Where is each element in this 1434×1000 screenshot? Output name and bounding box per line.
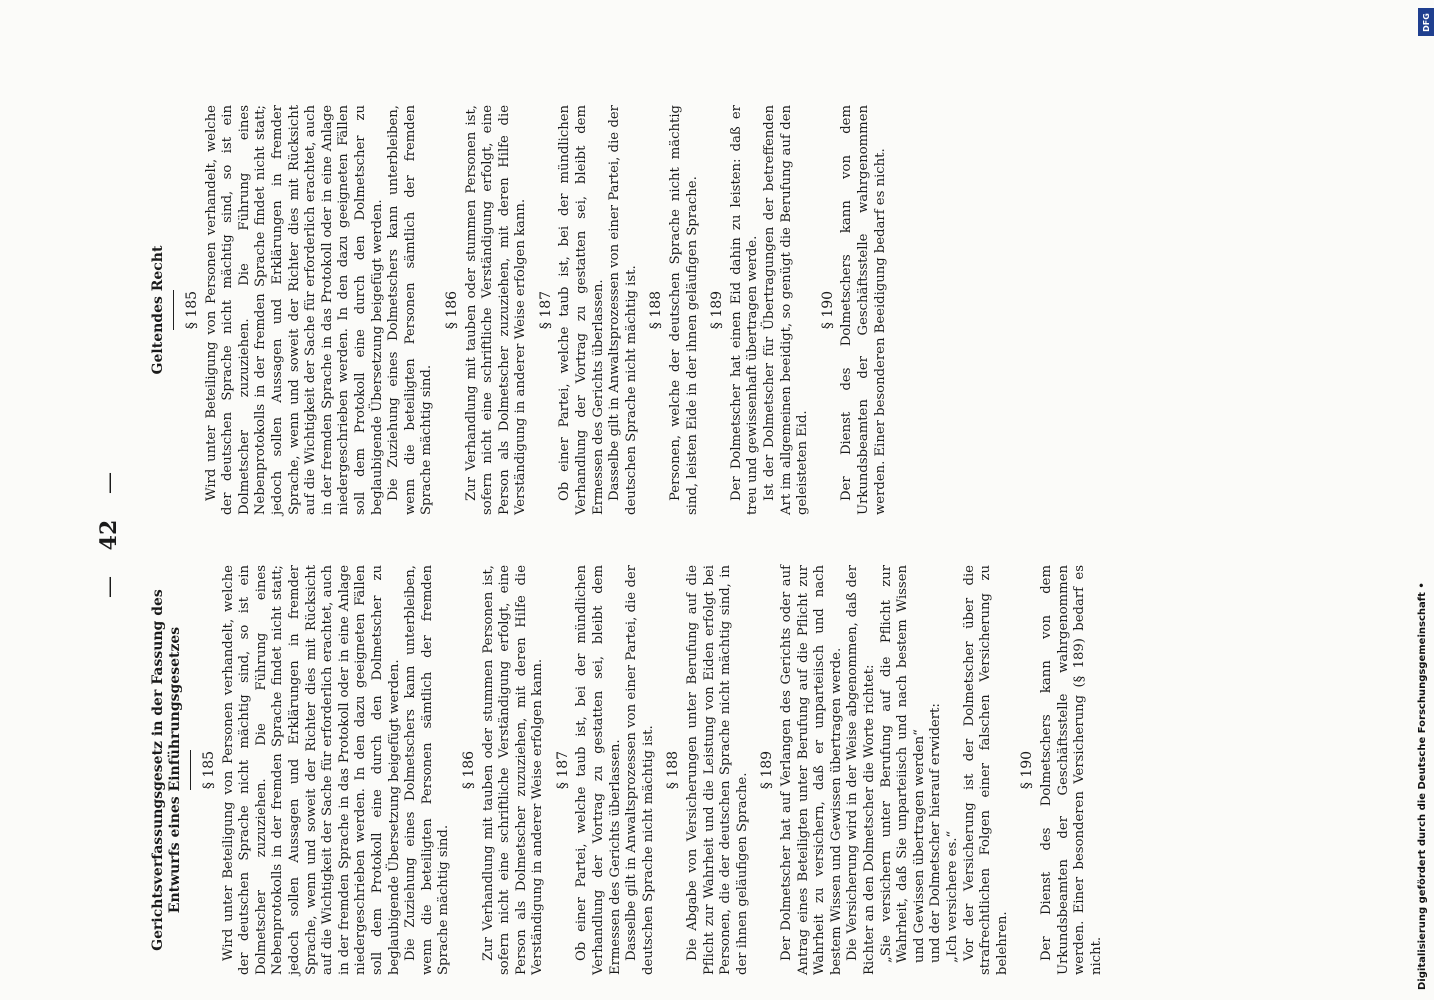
section-body [464, 105, 530, 515]
section-heading: § 186 [460, 750, 477, 790]
paragraph: Ist der Dolmetscher für Übertragungen der betreffenden Art im allgemeinen beeidigt, so genügt die Berufung auf den geleisteten Eid. [762, 105, 811, 515]
paragraph: Die Versicherung wird in der Weise abgenommen, daß der Richter an den Dolmetscher die Worte richtet: [845, 565, 877, 975]
section-heading: § 190 [819, 290, 836, 330]
section-body [574, 565, 657, 975]
paragraph: Dasselbe gilt in Anwaltsprozessen von einer Partei, die der deutschen Sprache nicht mächtig ist. [607, 105, 639, 515]
paragraph: Zur Verhandlung mit tauben oder stummen Personen ist, sofern nicht eine schriftliche Verständigung erfolgt, eine Person als Dolmetscher zuzuziehen, mit deren Hilfe die Verständigung in anderer Weise erfolgen kann. [463, 105, 529, 515]
paragraph: Dasselbe gilt in Anwaltsprozessen von einer Partei, die der deutschen Sprache nicht mächtig ist. [624, 565, 656, 975]
section-body [557, 105, 640, 515]
paragraph: „Ich versichere es.“ [944, 830, 960, 963]
right-column [150, 105, 891, 515]
left-sections [201, 565, 1105, 975]
section-heading: § 185 [184, 290, 200, 330]
section-body [839, 105, 889, 515]
paragraph: Wird unter Beteiligung von Personen verhandelt, welche der deutschen Sprache nicht mächtig sind, so ist ein Dolmetscher zuzuziehen. Die Führung eines Nebenprotokolls in der fremden Sprache findet nicht statt; jedoch sollen Aussagen und Erklärungen in fremder Sprache, wenn und soweit der Richter dies mit Rücksicht auf die Wichtigkeit der Sache für erforderlich erachtet, auch in der fremden Sprache in das Protokoll oder in eine Anlage niedergeschrieben werden. In den dazu geeigneten Fällen soll dem Protokoll eine durch den Dolmetscher zu beglaubigende Übersetzung beigefügt werden. [220, 565, 402, 975]
section-body [779, 565, 1011, 975]
section-body [481, 565, 547, 975]
section-heading: § 190 [1019, 750, 1036, 790]
page-dash-left: — [97, 575, 122, 598]
paragraph: „Sie versichern unter Berufung auf die Pflicht zur Wahrheit, daß Sie unparteiisch und nach bestem Wissen und Gewissen übertragen werden“ [878, 565, 927, 963]
paragraph: Ob einer Partei, welche taub ist, bei der mündlichen Verhandlung der Vortrag zu gestatten sei, bleibt dem Ermessen des Gerichts überlassen. [557, 105, 606, 515]
page-number: 42 [96, 519, 122, 551]
section-body [1039, 565, 1105, 975]
rotated-page-content [92, 85, 1104, 985]
section-body [204, 105, 436, 515]
paragraph: Der Dolmetscher hat einen Eid dahin zu leisten: daß er treu und gewissenhaft übertragen werde. [728, 105, 761, 515]
section-heading: § 186 [443, 290, 460, 330]
section-heading: § 189 [759, 750, 776, 790]
paragraph: Die Zuziehung eines Dolmetschers kann unterbleiben, wenn die beteiligten Personen sämtlich der fremden Sprache mächtig sind. [386, 105, 435, 515]
paragraph: Ob einer Partei, welche taub ist, bei der mündlichen Verhandlung der Vortrag zu gestatten sei, bleibt dem Ermessen des Gerichts überlassen. [574, 565, 623, 975]
section-body [729, 105, 812, 515]
dfg-logo: DFG [1418, 8, 1434, 36]
left-column-title: Gerichtsverfassungsgesetz in der Fassung des Entwurfs eines Einführungsgesetzes [150, 589, 183, 951]
paragraph: Die Abgabe von Versicherungen unter Berufung auf die Pflicht zur Wahrheit und die Leistung von Eiden erfolgt bei Personen, die der deutschen Sprache nicht mächtig sind, in der ihnen geläufigen Sprache. [685, 565, 750, 975]
digitization-credit: Digitalisierung gefördert durch die Deutsche Forschungsgemeinschaft • [1417, 582, 1428, 990]
section-body [668, 105, 701, 515]
section-heading: § 188 [665, 750, 682, 790]
section-heading: § 187 [537, 290, 554, 330]
paragraph: und der Dolmetscher hierauf erwidert: [928, 703, 944, 963]
paragraph: Personen, welche der deutschen Sprache nicht mächtig sind, leisten Eide in der ihnen geläufigen Sprache. [668, 105, 700, 515]
page-dash-right: — [97, 472, 122, 495]
right-sections [184, 105, 889, 515]
paragraph: Der Dienst des Dolmetschers kann von dem Urkundsbeamten der Geschäftsstelle wahrgenommen werden. Einer besonderen Beeidigung bedarf es nicht. [839, 105, 888, 515]
paragraph: Der Dienst des Dolmetschers kann von dem Urkundsbeamten der Geschäftsstelle wahrgenommen werden. Einer besonderen Versicherung (§ 189) bedarf es nicht. [1038, 565, 1104, 975]
section-body [685, 565, 751, 975]
paragraph: Wird unter Beteiligung von Personen verhandelt, welche der deutschen Sprache nicht mächtig sind, so ist ein Dolmetscher zuzuziehen. Die Führung eines Nebenprotokolls in der fremden Sprache findet nicht statt; jedoch sollen Aussagen und Erklärungen in fremder Sprache, wenn und soweit der Richter dies mit Rücksicht auf die Wichtigkeit der Sache für erforderlich erachtet, auch in der fremden Sprache in das Protokoll oder in eine Anlage niedergeschrieben werden. In den dazu geeigneten Fällen soll dem Protokoll eine durch den Dolmetscher zu beglaubigende Übersetzung beigefügt werden. [203, 105, 385, 515]
right-column-title: Geltendes Recht [150, 245, 166, 375]
section-body [221, 565, 453, 975]
paragraph: Der Dolmetscher hat auf Verlangen des Gerichts oder auf Antrag eines Beteiligten unter Berufung auf die Pflicht zur Wahrheit zu versichern, daß er unparteiisch und nach bestem Wissen und Gewissen übertragen werde. [779, 565, 844, 975]
paragraph: Zur Verhandlung mit tauben oder stummen Personen ist, sofern nicht eine schriftliche Verständigung erfolgt, eine Person als Dolmetscher zuzuziehen, mit deren Hilfe die Verständigung in anderer Weise erfolgen kann. [480, 565, 546, 975]
section-heading: § 187 [554, 750, 571, 790]
paragraph: Die Zuziehung eines Dolmetschers kann unterbleiben, wenn die beteiligten Personen sämtlich der fremden Sprache mächtig sind. [403, 565, 452, 975]
left-column [150, 565, 1107, 975]
title-rule [173, 290, 174, 330]
paragraph: Vor der Versicherung ist der Dolmetscher über die strafrechtlichen Folgen einer falschen Versicherung zu belehren. [961, 565, 1010, 975]
section-heading: § 185 [201, 750, 217, 790]
section-heading: § 189 [709, 290, 726, 330]
section-heading: § 188 [648, 290, 665, 330]
page-header [92, 85, 126, 985]
title-rule [190, 750, 191, 790]
